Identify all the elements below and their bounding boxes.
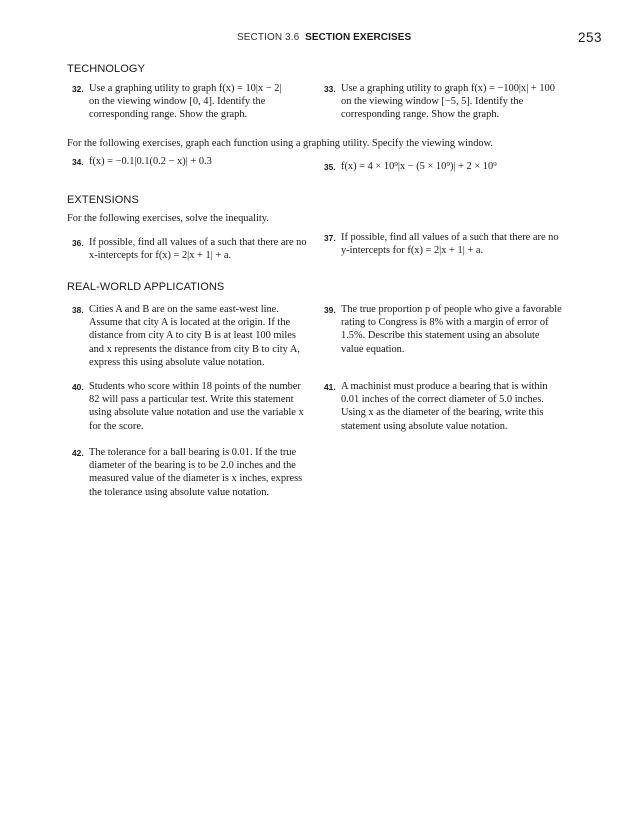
exercise-line: diameter of the bearing is to be 2.0 inches and the [89,460,296,472]
exercise-36 [72,236,324,262]
exercise-line: A machinist must produce a bearing that is within [341,381,548,392]
exercise-line: The true proportion p of people who give a favorable [341,304,562,315]
exercise-line: corresponding range. Show the graph. [341,109,500,121]
exercise-line: Assume that city A is located at the origin. If the [89,317,291,329]
exercise-number: 35. [324,162,336,172]
page-number: 253 [578,30,603,45]
exercise-line: 1.5%. Describe this statement using an absolute [341,330,540,342]
exercise-42 [72,446,324,499]
instruction-graph-window: For the following exercises, graph each function using a graphing utility. Specify the viewing window. [67,138,494,149]
exercise-line: Use a graphing utility to graph f(x) = −100|x| + 100 [341,83,555,94]
exercise-line: If possible, find all values of a such that there are no [341,232,559,243]
exercise-line: the tolerance using absolute value notation. [89,486,270,498]
section-title: SECTION EXERCISES [305,32,412,43]
exercise-39 [324,303,591,356]
exercise-line: Using x as the diameter of the bearing, write this [341,407,544,419]
exercise-33 [324,82,591,122]
exercise-line: for the score. [89,420,144,432]
exercise-line: rating to Congress is 8% with a margin of error of [341,317,549,329]
exercise-32 [72,82,319,122]
exercise-line: value equation. [341,343,405,355]
exercise-line: using absolute value notation and use the variable x [89,407,304,419]
exercise-line: y-intercepts for f(x) = 2|x + 1| + a. [341,245,484,257]
exercise-number: 36. [72,238,84,248]
exercise-line: statement using absolute value notation. [341,420,508,432]
exercise-number: 38. [72,305,84,315]
exercise-line: Students who score within 18 points of the number [89,381,301,392]
exercise-line: 82 will pass a particular test. Write this statement [89,394,294,406]
instruction-solve-inequality: For the following exercises, solve the inequality. [67,213,269,224]
exercise-number: 37. [324,233,336,243]
exercise-40 [72,380,324,433]
exercise-line: on the viewing window [−5, 5]. Identify the [341,96,524,108]
exercise-line: on the viewing window [0, 4]. Identify the [89,96,266,108]
exercise-37 [324,231,591,257]
exercise-line: 0.01 inches of the correct diameter of 5.0 inches. [341,394,544,406]
exercise-line: If possible, find all values of a such that there are no [89,237,307,248]
heading-extensions: EXTENSIONS [67,194,139,206]
exercise-number: 34. [72,157,84,167]
heading-technology: TECHNOLOGY [67,63,146,75]
exercise-number: 40. [72,382,84,392]
exercise-line: f(x) = −0.1|0.1(0.2 − x)| + 0.3 [89,156,212,167]
exercise-line: distance from city A to city B is at least 100 miles [89,330,296,342]
exercise-number: 32. [72,84,84,94]
exercise-number: 33. [324,84,336,94]
exercise-line: f(x) = 4 × 10⁹|x − (5 × 10⁹)| + 2 × 10⁹ [341,161,497,172]
exercise-line: measured value of the diameter is x inches, express [89,473,303,485]
exercise-number: 41. [324,382,336,392]
running-head [237,32,411,43]
exercise-line: Cities A and B are on the same east-west line. [89,304,279,315]
exercise-38 [72,303,319,369]
exercise-number: 42. [72,448,84,458]
exercise-line: The tolerance for a ball bearing is 0.01. If the true [89,447,297,458]
exercise-line: x-intercepts for f(x) = 2|x + 1| + a. [89,250,232,262]
exercise-34 [72,155,319,168]
heading-real-world: REAL-WORLD APPLICATIONS [67,281,225,293]
section-number: SECTION 3.6 [237,32,300,43]
exercise-line: corresponding range. Show the graph. [89,109,248,121]
page-header [0,31,630,47]
exercise-number: 39. [324,305,336,315]
exercise-35 [324,160,591,173]
exercise-line: and x represents the distance from city B to city A, [89,343,300,355]
exercise-41 [324,380,591,433]
exercise-line: Use a graphing utility to graph f(x) = 10|x − 2| [89,83,282,94]
exercise-line: express this using absolute value notation. [89,356,265,368]
